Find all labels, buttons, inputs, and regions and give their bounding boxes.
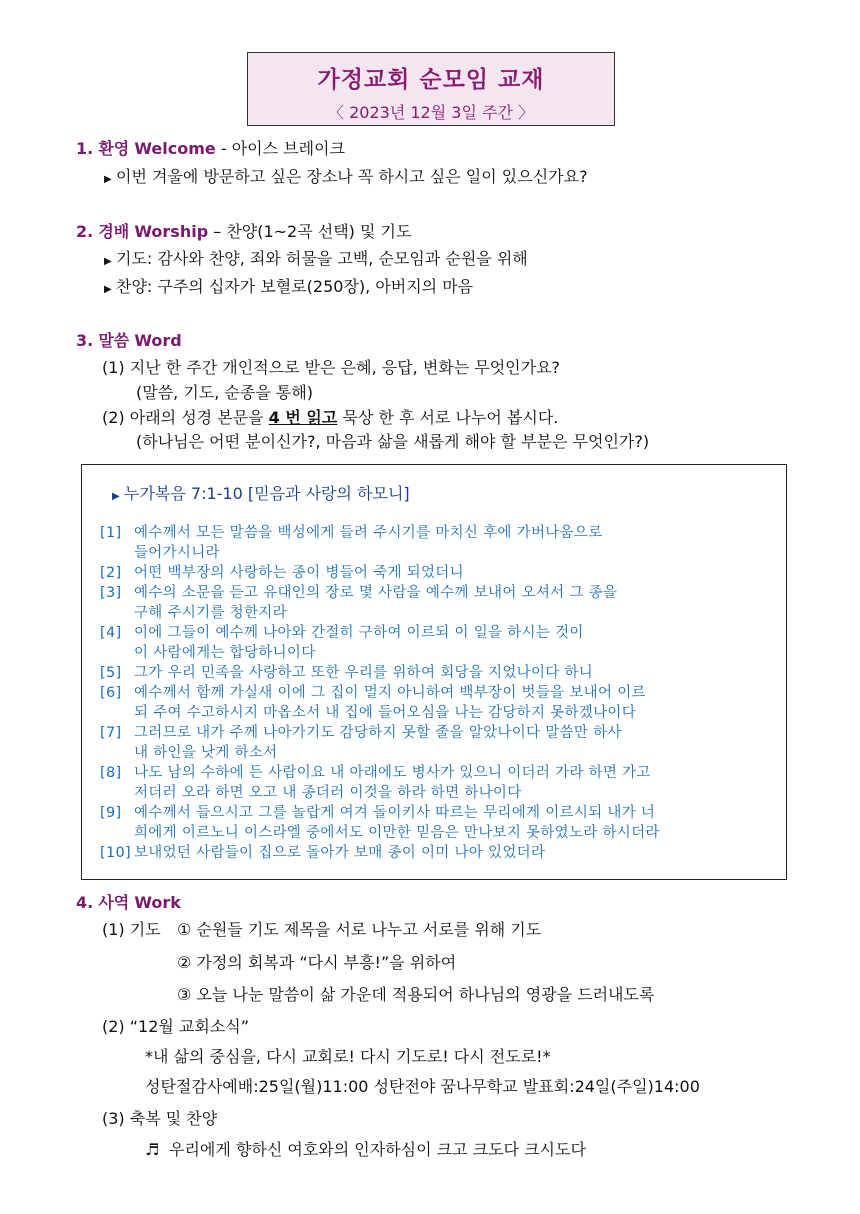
question-1: (1) 지난 한 주간 개인적으로 받은 은혜, 응답, 변화는 무엇인가요?: [102, 358, 561, 377]
section-title-ko: 환영: [98, 139, 130, 158]
verse-line: [2] 어떤 백부장의 사랑하는 종이 병들어 죽게 되었더니: [100, 565, 464, 581]
verse-continuation: 희에게 이르노니 이스라엘 중에서도 이만한 믿음은 만나보지 못하였노라 하시더라: [134, 825, 660, 841]
list-item: ▶ 기도: 감사와 찬양, 죄와 허물을 고백, 순모임과 순원을 위해: [104, 249, 528, 272]
verse-line: [8] 나도 남의 수하에 든 사람이요 내 아래에도 병사가 있으니 이더러 가라 하면 가고: [100, 765, 651, 781]
question-2-note: (하나님은 어떤 분이신가?, 마음과 삶을 새롭게 해야 할 부분은 무엇인가?): [136, 432, 650, 451]
triangle-bullet-icon: ▶: [104, 284, 112, 295]
triangle-bullet-icon: ▶: [104, 256, 112, 267]
section-desc: – 찬양(1~2곡 선택) 및 기도: [208, 222, 412, 241]
verse-continuation: 저더러 오라 하면 오고 내 종더러 이것을 하라 하면 하나이다: [134, 785, 522, 801]
question-2: (2) 아래의 성경 본문을 4 번 읽고 묵상 한 후 서로 나누어 봅시다.: [102, 408, 559, 427]
page-subtitle: 〈 2023년 12월 3일 주간 〉: [328, 103, 534, 122]
list-item: ③ 오늘 나눈 말씀이 삶 가운데 적용되어 하나님의 영광을 드러내도록: [177, 985, 655, 1004]
section-desc: - 아이스 브레이크: [215, 139, 345, 158]
section-title-ko: 사역: [98, 893, 130, 912]
triangle-bullet-icon: ▶: [104, 174, 112, 185]
verse-continuation: 되 주여 수고하시지 마옵소서 내 집에 들어오심을 나는 감당하지 못하겠나이다: [134, 705, 637, 721]
verse-line: [6] 예수께서 함께 가실새 이에 그 집이 멀지 아니하여 백부장이 벗들을 보내어 이르: [100, 685, 646, 701]
blessing-label: (3) 축복 및 찬양: [102, 1109, 218, 1128]
verse-line: [7] 그러므로 내가 주께 나아가기도 감당하지 못할 줄을 알았나이다 말씀만 하사: [100, 725, 622, 741]
section-1-heading: [76, 139, 345, 159]
scripture-box: [81, 464, 787, 880]
scripture-title: ▶ 누가복음 7:1-10 [믿음과 사랑의 하모니]: [112, 484, 410, 503]
verse-continuation: 이 사람에게는 합당하니이다: [134, 645, 316, 661]
news-slogan: *내 삶의 중심을, 다시 교회로! 다시 기도로! 다시 전도로!*: [145, 1047, 551, 1066]
list-item: ② 가정의 회복과 “다시 부흥!”을 위하여: [177, 953, 457, 972]
verse-line: [10] 보내었던 사람들이 집으로 돌아가 보매 종이 이미 나아 있었더라: [100, 845, 546, 861]
section-number: 1.: [76, 139, 94, 158]
news-schedule: 성탄절감사예배:25일(월)11:00 성탄전야 꿈나무학교 발표회:24일(주일)14:00: [145, 1077, 700, 1096]
verse-line: [1] 예수께서 모든 말씀을 백성에게 들려 주시기를 마치신 후에 가버나움으로: [100, 525, 603, 541]
section-number: 2.: [76, 222, 94, 241]
page-title: 가정교회 순모임 교재: [317, 67, 545, 93]
blessing-line: ♬ 우리에게 향하신 여호와의 인자하심이 크고 크도다 크시도다: [145, 1140, 586, 1159]
verse-continuation: 들어가시니라: [134, 545, 220, 561]
section-title-en: Worship: [134, 222, 209, 241]
verse-continuation: 내 하인을 낫게 하소서: [134, 745, 278, 761]
section-3-heading: [76, 331, 182, 351]
section-title-ko: 말씀: [98, 331, 130, 350]
music-note-icon: ♬: [145, 1140, 160, 1159]
section-number: 4.: [76, 893, 94, 912]
list-item: ▶ 이번 겨울에 방문하고 싶은 장소나 꼭 하시고 싶은 일이 있으신가요?: [104, 167, 588, 190]
section-4-heading: [76, 893, 181, 913]
verse-line: [3] 예수의 소문을 듣고 유대인의 장로 몇 사람을 예수께 보내어 오셔서 그 종을: [100, 585, 618, 601]
section-2-heading: [76, 222, 411, 242]
section-number: 3.: [76, 331, 94, 350]
question-1-note: (말씀, 기도, 순종을 통해): [136, 383, 314, 402]
verse-line: [5] 그가 우리 민족을 사랑하고 또한 우리를 위하여 회당을 지었나이다 하니: [100, 665, 594, 681]
section-title-ko: 경배: [98, 222, 130, 241]
section-title-en: Welcome: [134, 139, 216, 158]
prayer-label: (1) 기도: [102, 920, 161, 939]
section-title-en: Word: [134, 331, 182, 350]
list-item: ① 순원들 기도 제목을 서로 나누고 서로를 위해 기도: [177, 920, 542, 939]
news-label: (2) “12월 교회소식”: [102, 1017, 250, 1036]
verse-line: [9] 예수께서 들으시고 그를 놀랍게 여겨 돌이키사 따르는 무리에게 이르시되 내가 너: [100, 805, 656, 821]
verse-line: [4] 이에 그들이 예수께 나아와 간절히 구하여 이르되 이 일을 하시는 것이: [100, 625, 584, 641]
emphasis-text: 4 번 읽고: [268, 408, 338, 427]
title-box: [247, 52, 615, 126]
section-title-en: Work: [134, 893, 181, 912]
verse-continuation: 구해 주시기를 청한지라: [134, 605, 287, 621]
list-item: ▶ 찬양: 구주의 십자가 보혈로(250장), 아버지의 마음: [104, 277, 473, 300]
triangle-bullet-icon: ▶: [112, 491, 120, 502]
